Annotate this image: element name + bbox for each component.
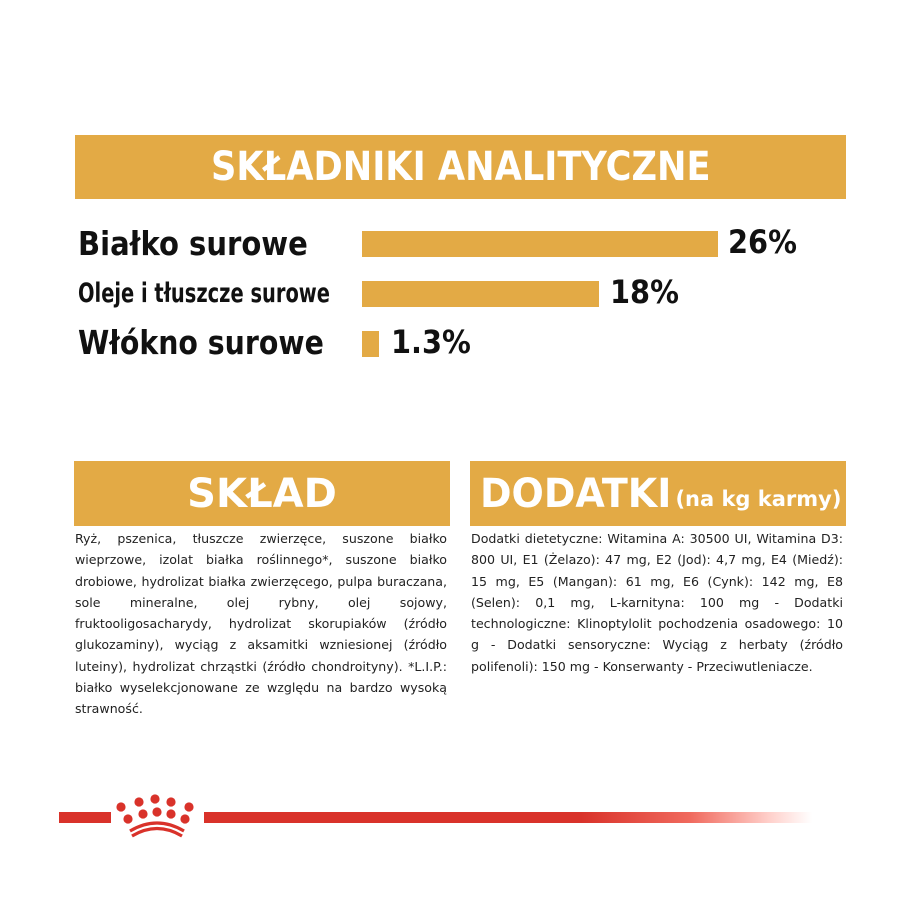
composition-header — [74, 461, 450, 526]
bar-fat — [362, 281, 599, 307]
brand-line-right — [204, 812, 812, 823]
row-label-protein: Białko surowe — [78, 224, 308, 263]
analytic-components-header — [75, 135, 846, 199]
row-label-fiber: Włókno surowe — [78, 323, 324, 362]
brand-line-left — [59, 812, 111, 823]
royal-canin-crown-icon — [112, 790, 202, 840]
additives-title: DODATKI — [480, 470, 672, 517]
value-protein: 26% — [728, 223, 797, 261]
row-label-fat: Oleje i tłuszcze surowe — [78, 278, 330, 309]
additives-subtitle: (na kg karmy) — [675, 486, 842, 511]
additives-text: Dodatki dietetyczne: Witamina A: 30500 UI, Witamina D3: 800 UI, E1 (Żelazo): 47 mg, E2 (Jod): 4,7 mg, E4 (Miedź): 15 mg, E5 (Mangan): 61 mg, E6 (Cynk): 142 mg, E8 (Selen): 0,1 mg, L-karnityna: 100 mg - Dodatki technologiczne: Klinoptylolit pochodzenia osadowego: 10 g - Dodatki sensoryczne: Wyciąg z herbaty (źródło polifenoli): 150 mg - Konserwanty - Przeciwutleniacze. — [471, 531, 843, 674]
value-fiber: 1.3% — [391, 323, 471, 361]
analytic-components-title: SKŁADNIKI ANALITYCZNE — [210, 144, 711, 190]
bar-protein — [362, 231, 718, 257]
composition-text: Ryż, pszenica, tłuszcze zwierzęce, suszone białko wieprzowe, izolat białka roślinnego*, suszone białko drobiowe, hydrolizat białka zwierzęcego, pulpa buraczana, sole mineralne, olej rybny, olej sojowy, fruktooligosacharydy, hydrolizat skorupiaków (źródło glukozaminy), wyciąg z aksamitki wzniesionej (źródło luteiny), hydrolizat chrząstki (źródło chondroityny). *L.I.P.: białko wyselekcjonowane ze względu na bardzo wysoką strawność. — [75, 531, 447, 717]
bar-fiber — [362, 331, 379, 357]
value-fat: 18% — [610, 273, 679, 311]
composition-title: SKŁAD — [187, 470, 337, 517]
additives-header — [470, 461, 846, 526]
